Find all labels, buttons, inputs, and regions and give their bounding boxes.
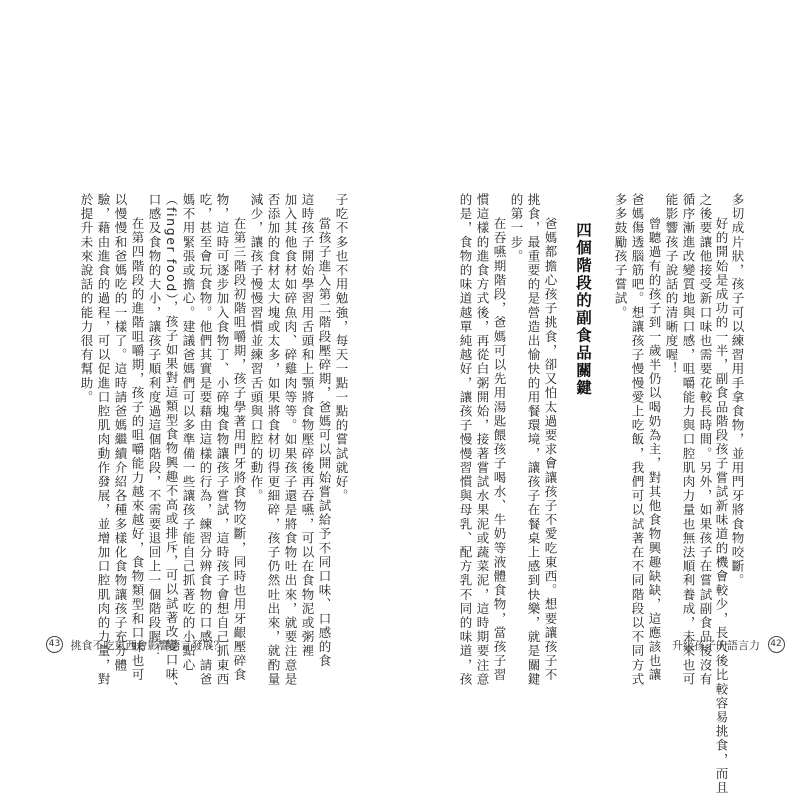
text-column: （finger food），孩子如果對這類型食物興趣不高或排斥，可以試著改變口味、	[164, 193, 179, 696]
text-column: 於提升未來說話的能力很有幫助。	[79, 193, 94, 405]
text-column: 爸媽傷透腦筋吧。想讓孩子慢慢愛上吃飯，我們可以試著在不同階段以不同方式	[630, 193, 645, 687]
text-column: 的第一步。	[509, 193, 524, 264]
page-footer	[46, 636, 229, 653]
text-column: 多多鼓勵孩子嘗試。	[613, 193, 628, 320]
page-number: 43	[46, 636, 63, 653]
text-column: 驗，藉由進食的過程，可以促進口腔肌肉動作發展，並增加口腔肌肉的力量，對	[96, 193, 111, 687]
section-heading: 四個階段的副食品關鍵	[574, 222, 592, 397]
running-header: 升級孩子的語言力	[672, 638, 760, 652]
text-column: 當孩子進入第二階段壓碎期，爸媽可以開始嘗試給予不同口味、口感的食	[317, 217, 332, 669]
text-column: 口感及食物的大小，讓孩子順利度過這個階段，不需要退回上一個階段喔！	[147, 193, 162, 659]
text-column: 慣這樣的進食方式後，再從白粥開始，接著嘗試水果泥或蔬菜泥，這時期要注意	[475, 193, 490, 687]
text-column: 物，這時可逐步加入食物丁、小碎塊食物讓孩子嘗試，這時孩子會想自己抓東西	[215, 193, 230, 687]
text-column: 挑食，最重要的是營造出愉快的用餐環境，讓孩子在餐桌上感到快樂，就是關鍵	[526, 193, 541, 687]
text-column: 否添加的食材太大塊或太多，如果將食材切得更細碎，孩子仍然吐出來，就酌量	[266, 193, 281, 687]
text-column: 在第四階段的進階咀嚼期，孩子的咀嚼能力越來越好，食物類型和口味也可	[130, 217, 145, 683]
text-column: 媽不用緊張或擔心。建議爸媽們可以多準備一些讓孩子能自己抓著吃的小點心	[181, 193, 196, 673]
text-column: 循序漸進改變質地與口感，咀嚼能力與口腔肌肉力量也無法順利養成，未來也可	[681, 193, 696, 687]
text-column: 能影響孩子說話的清晰度喔！	[664, 193, 679, 377]
text-column: 加入其他食材如碎魚肉、碎雞肉等等。如果孩子還是將食物吐出來，就要注意是	[283, 193, 298, 687]
text-column: 在吞嚥期階段，爸媽可以先用湯匙餵孩子喝水、牛奶等液體食物，當孩子習	[492, 217, 507, 683]
running-header: 挑食不吃東西會影響語言發展？	[70, 638, 225, 652]
text-column: 子吃不多也不用勉強，每天一點一點的嘗試就好。	[334, 193, 349, 504]
text-column: 減少，讓孩子慢慢習慣並練習舌頭與口腔的動作。	[249, 193, 264, 504]
text-column: 好的開始是成功的一半，副食品階段孩子嘗試新味道的機會較少，長大後比較容易挑食，而且	[714, 217, 729, 796]
text-column: 這時孩子開始學習用舌頭和上顎將食物壓碎後再吞嚥，可以在食物泥或粥裡	[300, 193, 315, 659]
text-column: 在第三階段初階咀嚼期，孩子學著用門牙將食物咬斷，同時也用牙齦壓碎食	[232, 217, 247, 683]
page-footer	[668, 636, 785, 653]
text-column: 的是，食物的味道越單純越好，讓孩子慢慢習慣與母乳、配方乳不同的味道，孩	[458, 193, 473, 687]
right-page	[400, 0, 800, 800]
text-column: 曾聽過有的孩子到一歲半仍以喝奶為主，對其他食物興趣缺缺，這應該也讓	[647, 217, 662, 683]
text-column: 吃，甚至會玩食物。他們其實是要藉由這樣的行為，練習分辨食物的口感，請爸	[198, 193, 213, 687]
text-column: 爸媽都擔心孩子挑食，卻又怕太過要求會讓孩子不愛吃東西。想要讓孩子不	[543, 217, 558, 683]
text-column: 多切成片狀，孩子可以練習用手拿食物，並用門牙將食物咬斷。	[730, 193, 745, 588]
text-column: 之後要讓他接受新口味也需要花較長時間。另外，如果孩子在嘗試副食品後沒有	[698, 193, 713, 687]
text-column: 以慢慢和爸媽吃的一樣了。這時請爸媽繼續介紹各種多樣化食物讓孩子充分體	[113, 193, 128, 673]
page-number: 42	[768, 636, 785, 653]
